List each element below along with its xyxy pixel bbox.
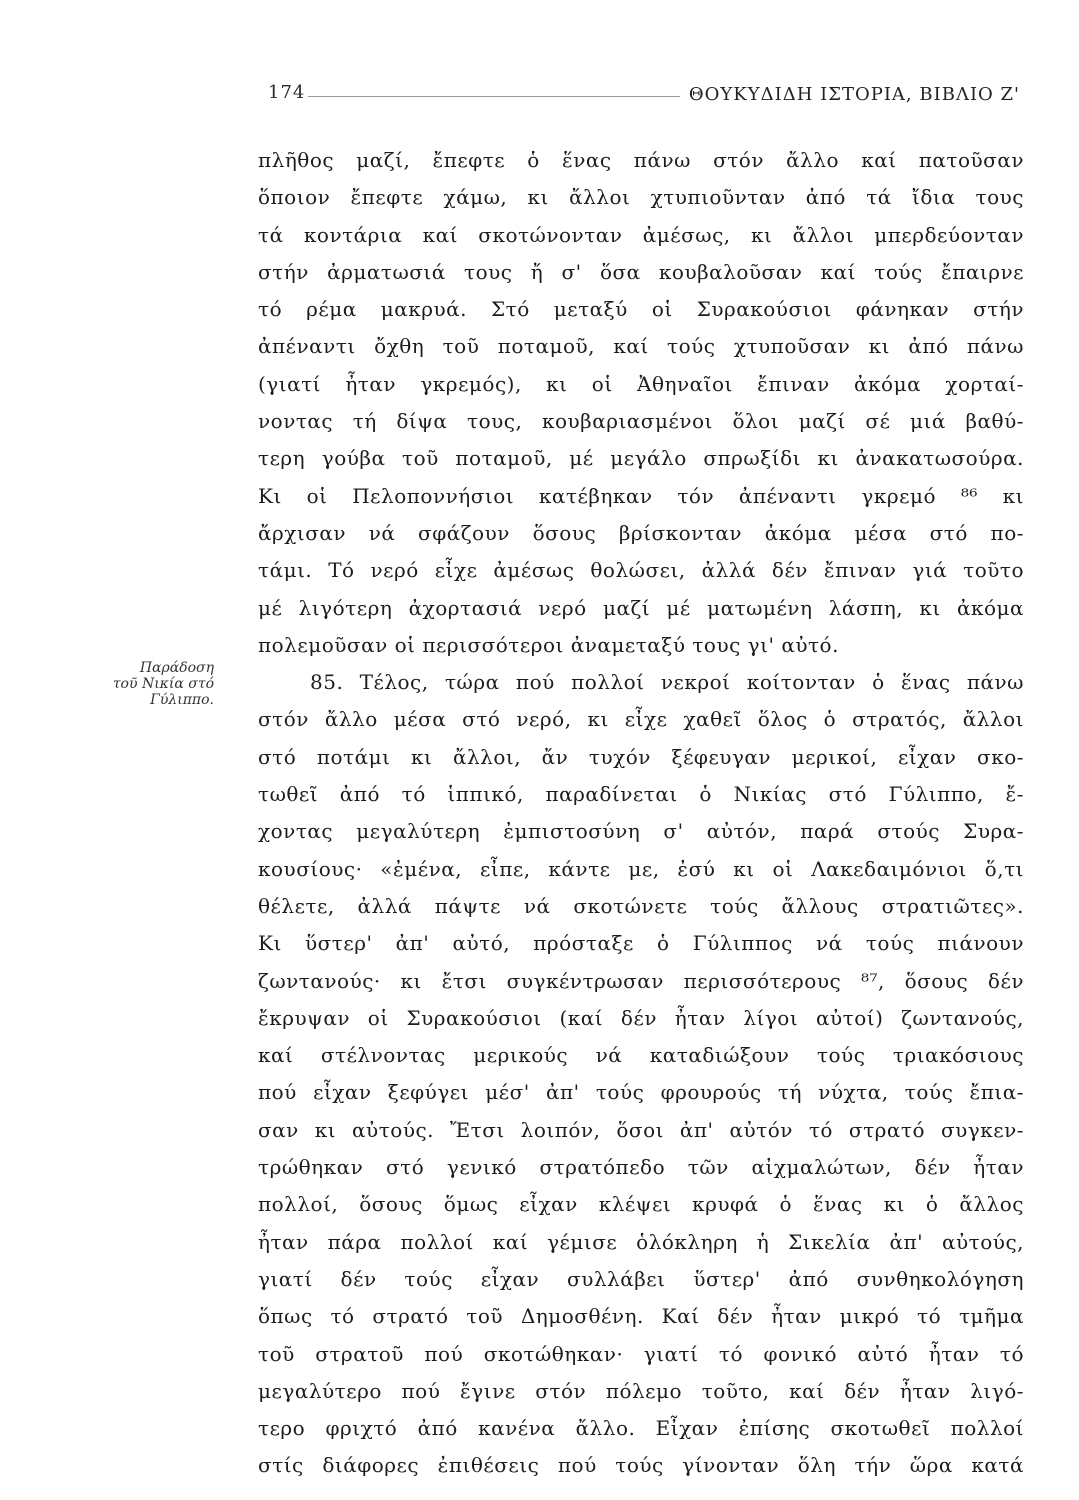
text-line: τό ρέμα μακρυά. Στό μεταξύ οἱ Συρακούσιοι φάνηκαν στήν [258, 297, 1024, 322]
text-line: τερη γούβα τοῦ ποταμοῦ, μέ μεγάλο σπρωξίδι κι ἀνακατωσούρα. [258, 446, 1024, 471]
text-line: στό ποτάμι κι ἄλλοι, ἄν τυχόν ξέφευγαν μερικοί, εἶχαν σκο- [258, 744, 1024, 769]
section-start-line: 85. Τέλος, τώρα πού πολλοί νεκροί κοίτονταν ὁ ἕνας πάνω [310, 670, 1024, 695]
text-line: τά κοντάρια καί σκοτώνονταν ἀμέσως, κι ἄλλοι μπερδεύονταν [258, 222, 1024, 247]
text-line: ἔκρυψαν οἱ Συρακούσιοι (καί δέν ἦταν λίγοι αὐτοί) ζωντανούς, [258, 1005, 1024, 1030]
margin-note-line: τοῦ Νικία στό [112, 676, 214, 692]
page-number: 174 [268, 82, 306, 103]
text-line: πολλοί, ὅσους ὅμως εἶχαν κλέψει κρυφά ὁ ἕνας κι ὁ ἄλλος [258, 1192, 1024, 1217]
text-line: ζωντανούς· κι ἔτσι συγκέντρωσαν περισσότερους ⁸⁷, ὅσους δέν [258, 968, 1024, 993]
text-line: τρώθηκαν στό γενικό στρατόπεδο τῶν αἰχμαλώτων, δέν ἦταν [258, 1155, 1024, 1180]
text-line: μεγαλύτερο πού ἔγινε στόν πόλεμο τοῦτο, καί δέν ἦταν λιγό- [258, 1378, 1024, 1403]
text-line: πολεμοῦσαν οἱ περισσότεροι ἀναμεταξύ τους γι' αὐτό. [258, 632, 839, 657]
margin-note [104, 660, 214, 708]
text-line: τερο φριχτό ἀπό κανένα ἄλλο. Εἶχαν ἐπίσης σκοτωθεῖ πολλοί [258, 1416, 1024, 1441]
text-line: Κι οἱ Πελοποννήσιοι κατέβηκαν τόν ἀπέναντι γκρεμό ⁸⁶ κι [258, 483, 1024, 508]
text-line: (γιατί ἦταν γκρεμός), κι οἱ Ἀθηναῖοι ἔπιναν ἀκόμα χορταί- [258, 371, 1024, 396]
margin-note-line: Γύλιππο. [150, 692, 214, 708]
text-line: ἦταν πάρα πολλοί καί γέμισε ὁλόκληρη ἡ Σικελία ἀπ' αὐτούς, [258, 1229, 1024, 1254]
text-line: γιατί δέν τούς εἶχαν συλλάβει ὕστερ' ἀπό συνθηκολόγηση [258, 1266, 1024, 1291]
text-line: τοῦ στρατοῦ πού σκοτώθηκαν· γιατί τό φονικό αὐτό ἦταν τό [258, 1341, 1024, 1366]
body-text [258, 142, 1024, 1485]
text-line: κουσίους· «ἐμένα, εἶπε, κάντε με, ἐσύ κι οἱ Λακεδαιμόνιοι ὅ,τι [258, 856, 1024, 881]
text-line: στήν ἀρματωσιά τους ἤ σ' ὅσα κουβαλοῦσαν καί τούς ἔπαιρνε [258, 259, 1024, 284]
text-line: ὅπως τό στρατό τοῦ Δημοσθένη. Καί δέν ἦταν μικρό τό τμῆμα [258, 1304, 1024, 1329]
text-line: τωθεῖ ἀπό τό ἱππικό, παραδίνεται ὁ Νικίας στό Γύλιππο, ἔ- [258, 782, 1024, 807]
margin-note-line: Παράδοση [139, 660, 214, 676]
text-line: τάμι. Τό νερό εἶχε ἀμέσως θολώσει, ἀλλά δέν ἔπιναν γιά τοῦτο [258, 558, 1024, 583]
text-line: ἄρχισαν νά σφάζουν ὅσους βρίσκονταν ἀκόμα μέσα στό πο- [258, 520, 1024, 545]
text-line: ὅποιον ἔπεφτε χάμω, κι ἄλλοι χτυπιοῦνταν ἀπό τά ἴδια τους [258, 185, 1024, 210]
page-header [268, 82, 1020, 112]
text-line: σαν κι αὐτούς. Ἔτσι λοιπόν, ὅσοι ἀπ' αὐτόν τό στρατό συγκεν- [258, 1117, 1024, 1142]
text-line: μέ λιγότερη ἀχορτασιά νερό μαζί μέ ματωμένη λάσπη, κι ἀκόμα [258, 595, 1024, 620]
text-line: Κι ὕστερ' ἀπ' αὐτό, πρόσταξε ὁ Γύλιππος νά τούς πιάνουν [258, 931, 1024, 956]
text-line: πού εἶχαν ξεφύγει μέσ' ἀπ' τούς φρουρούς τή νύχτα, τούς ἔπια- [258, 1080, 1024, 1105]
text-line: χοντας μεγαλύτερη ἐμπιστοσύνη σ' αὐτόν, παρά στούς Συρα- [258, 819, 1024, 844]
running-head: ΘΟΥΚΥΔΙΔΗ ΙΣΤΟΡΙΑ, ΒΙΒΛΙΟ Ζ' [688, 84, 1020, 105]
text-line: πλῆθος μαζί, ἔπεφτε ὁ ἕνας πάνω στόν ἄλλο καί πατοῦσαν [258, 148, 1024, 172]
text-line: νοντας τή δίψα τους, κουβαριασμένοι ὅλοι μαζί σέ μιά βαθύ- [258, 409, 1024, 434]
text-line: ἀπέναντι ὄχθη τοῦ ποταμοῦ, καί τούς χτυποῦσαν κι ἀπό πάνω [258, 334, 1024, 359]
text-line: καί στέλνοντας μερικούς νά καταδιώξουν τούς τριακόσιους [258, 1043, 1024, 1068]
text-line: θέλετε, ἀλλά πάψτε νά σκοτώνετε τούς ἄλλους στρατιῶτες». [258, 893, 1024, 918]
text-line: στίς διάφορες ἐπιθέσεις πού τούς γίνονταν ὅλη τήν ὥρα κατά [258, 1453, 1024, 1478]
header-rule [308, 96, 680, 97]
text-line: στόν ἄλλο μέσα στό νερό, κι εἶχε χαθεῖ ὅλος ὁ στρατός, ἄλλοι [258, 707, 1024, 732]
